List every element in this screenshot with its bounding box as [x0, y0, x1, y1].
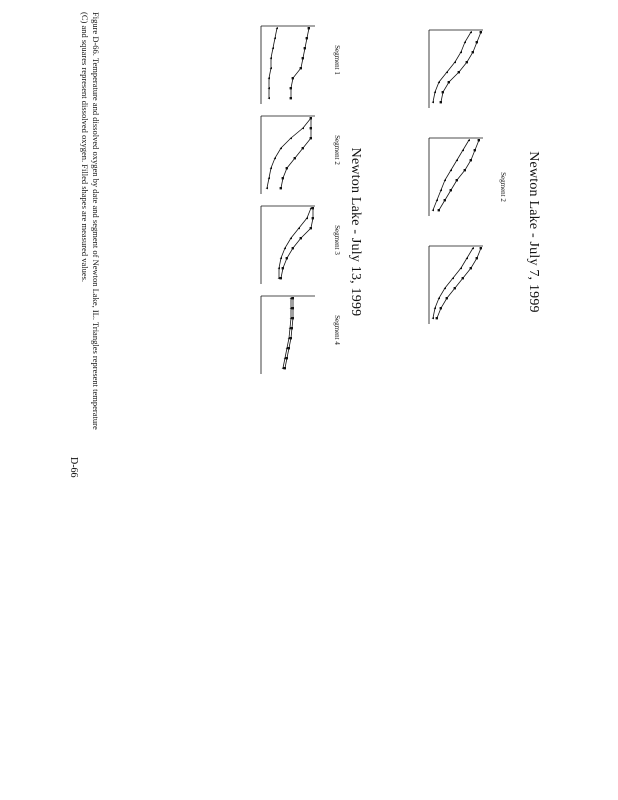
profile-panel-segment-3: [253, 200, 323, 288]
profile-chart-segment-1: [253, 20, 323, 108]
segment-label-3: Segment 3: [333, 225, 341, 255]
profile-chart-segment-3: [253, 200, 323, 288]
bottom-heading: Newton Lake - July 13, 1999: [348, 147, 363, 317]
profile-panel-top-2: [421, 132, 491, 220]
segment-label-1: Segment 1: [333, 45, 341, 75]
top-heading: Newton Lake - July 7, 1999: [526, 151, 541, 313]
profile-chart-top-3: [421, 240, 491, 328]
profile-panel-segment-2: [253, 110, 323, 198]
segment-label-4: Segment 4: [333, 315, 341, 345]
profile-chart-segment-4: [253, 290, 323, 378]
segment-label-2: Segment 2: [333, 135, 341, 165]
profile-chart-top-1: [421, 24, 491, 112]
rotated-page-content: [61, 12, 541, 532]
profile-chart-segment-2: [253, 110, 323, 198]
page-number: D-66: [68, 457, 79, 478]
profile-panel-segment-1: [253, 20, 323, 108]
profile-panel-top-1: [421, 24, 491, 112]
caption-line-2: (C) and squares represent dissolved oxygen. Filled shapes are measured values.: [80, 12, 90, 283]
profile-panel-segment-4: [253, 290, 323, 378]
top-subheading: Segment 2: [499, 172, 507, 202]
profile-chart-top-2: [421, 132, 491, 220]
caption-line-1: Figure D-66. Temperature and dissolved oxygen by date and segment of Newton Lake, IL. Triangles represent temperature: [91, 12, 101, 430]
profile-panel-top-3: [421, 240, 491, 328]
figure-caption: [79, 12, 101, 512]
